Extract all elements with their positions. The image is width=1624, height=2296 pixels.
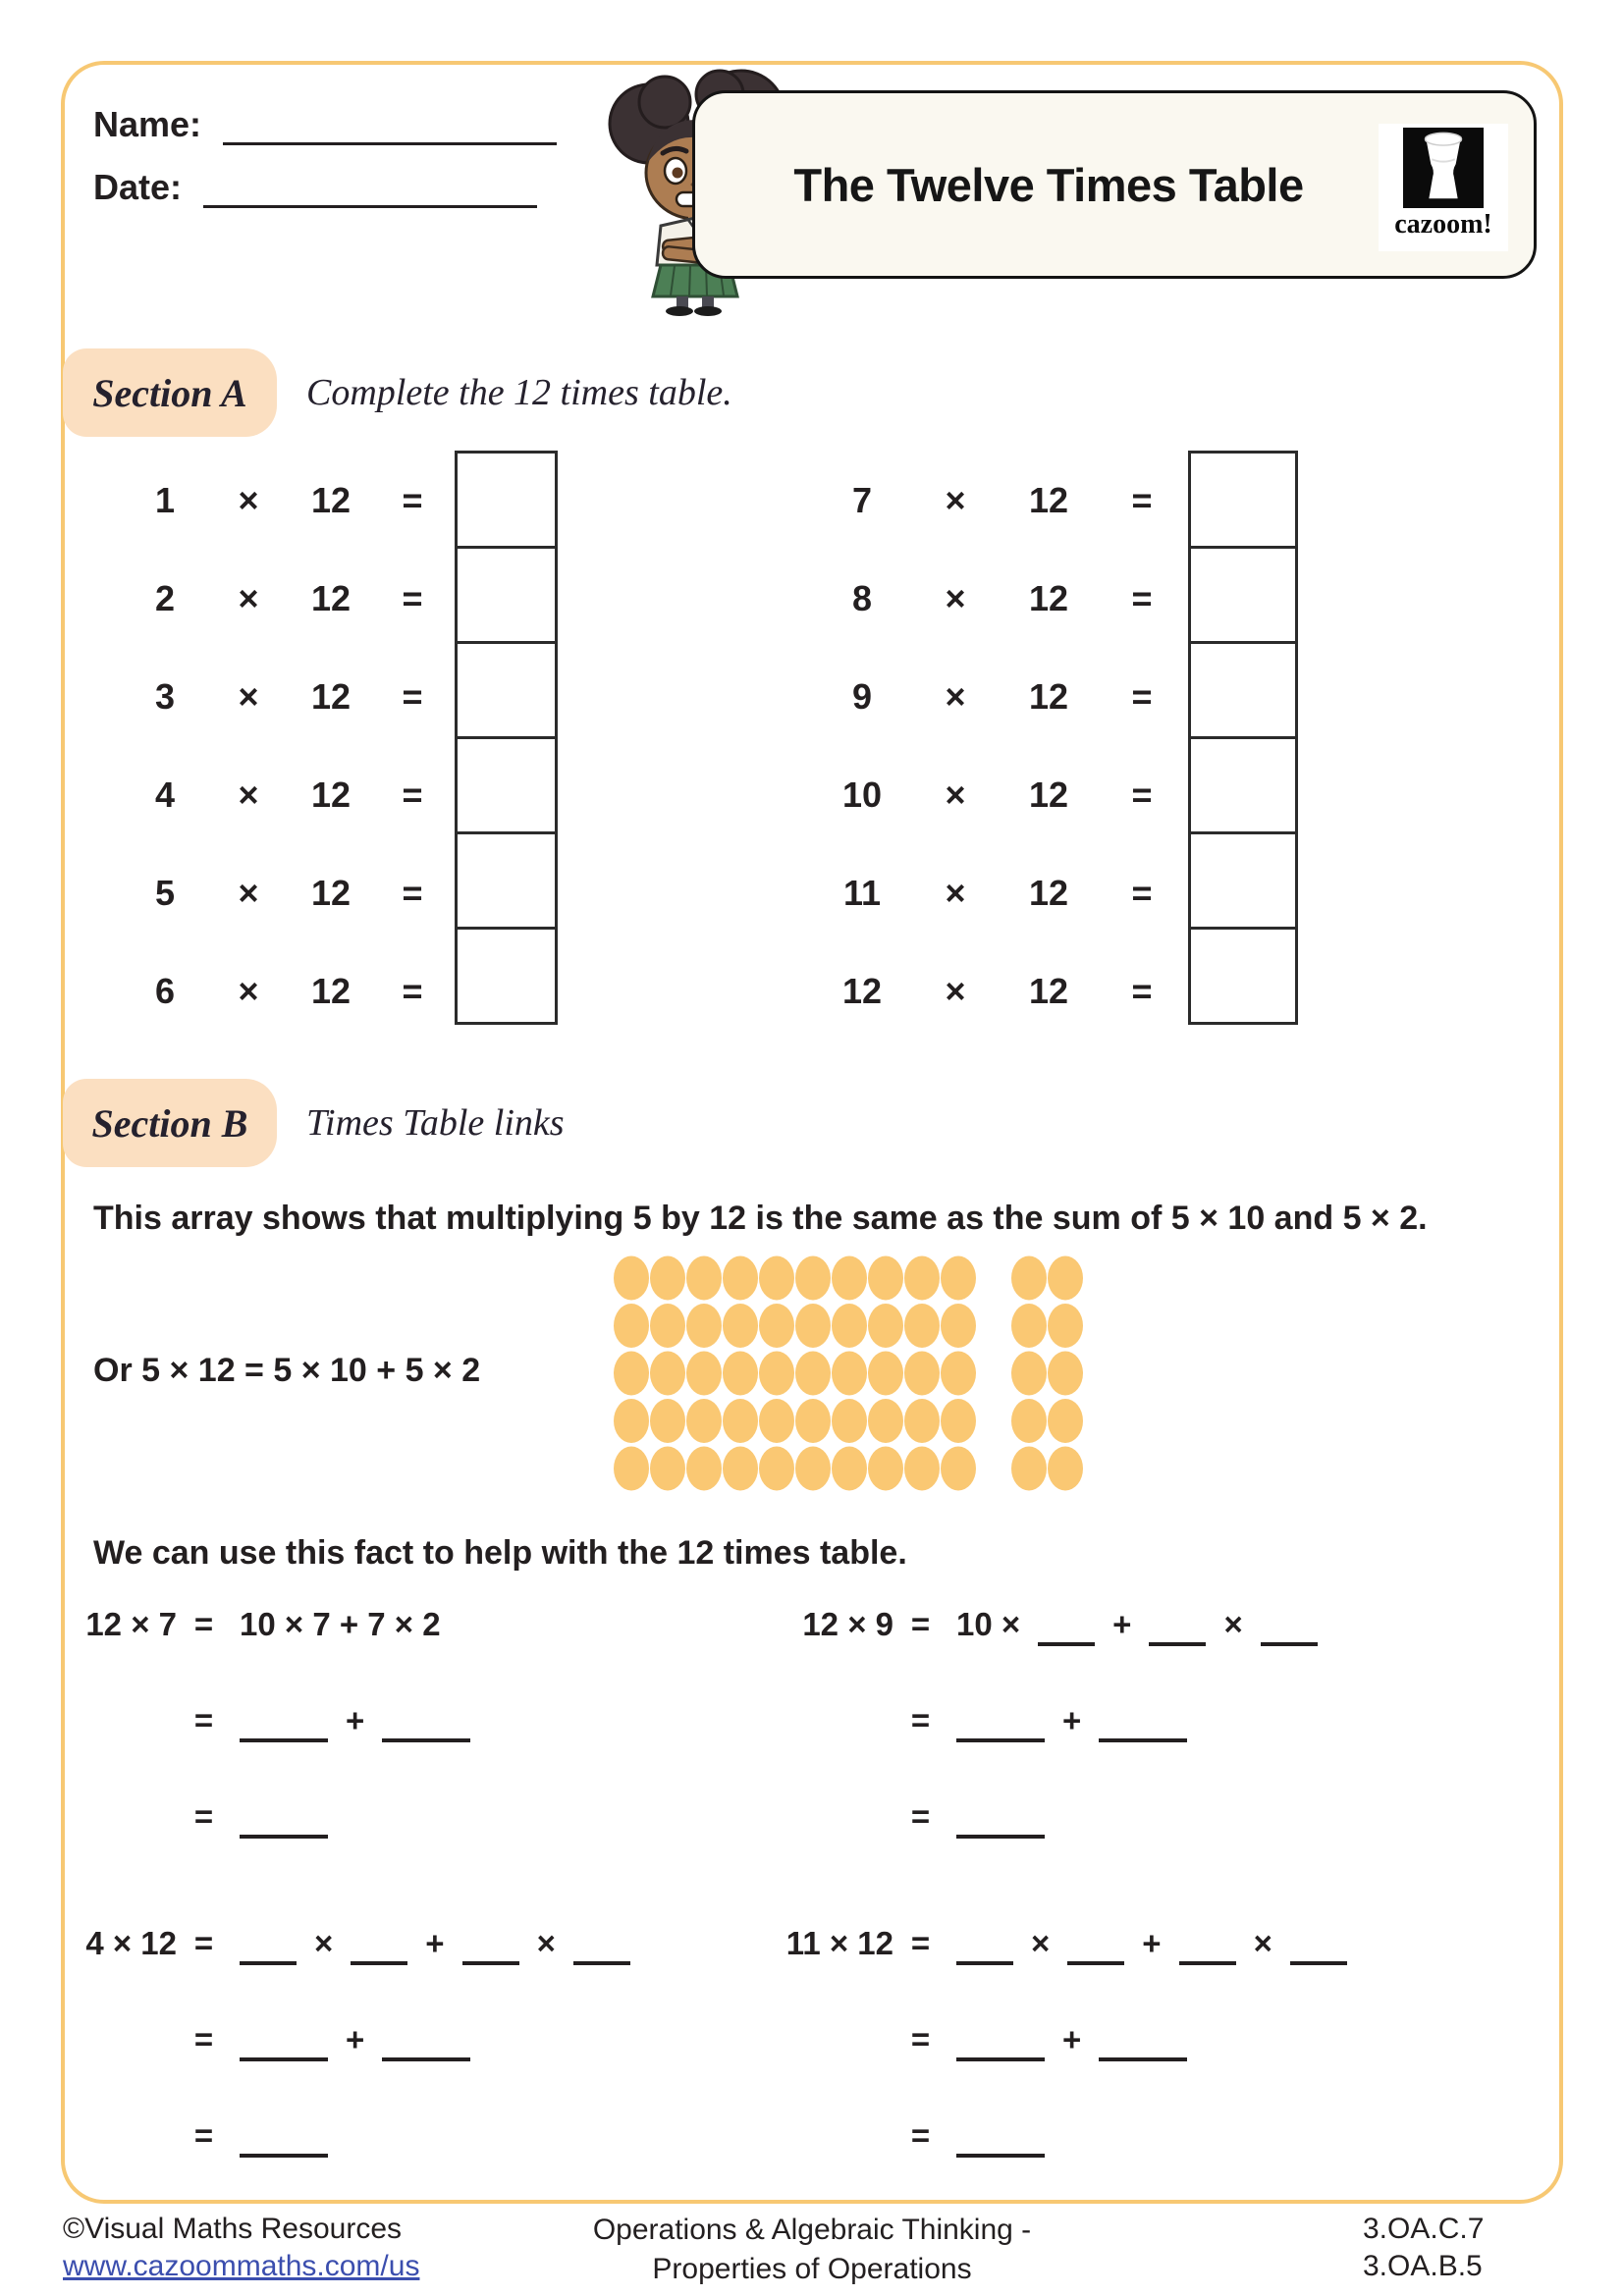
equation-rhs xyxy=(947,1606,1326,1643)
name-label: Name: xyxy=(93,104,202,144)
multiplication-row xyxy=(800,550,1173,648)
answer-blank[interactable] xyxy=(573,1938,630,1965)
multiply-sign: × xyxy=(945,774,966,815)
equation-line xyxy=(39,1923,766,1964)
array-dot xyxy=(795,1256,831,1301)
drum-icon xyxy=(1403,128,1484,208)
multiplicand: 2 xyxy=(154,578,176,618)
equals-sign: = xyxy=(1131,676,1153,717)
answer-box[interactable] xyxy=(1188,451,1298,549)
answer-blank[interactable] xyxy=(382,2034,470,2061)
copyright-text: ©Visual Maths Resources xyxy=(63,2213,403,2245)
equals-sign: = xyxy=(910,1606,931,1642)
array-dot xyxy=(868,1399,903,1443)
multiplication-row xyxy=(800,844,1173,942)
array-dot xyxy=(759,1447,794,1491)
array-dot xyxy=(832,1304,867,1348)
problem-block xyxy=(39,1604,766,1893)
equals-sign: = xyxy=(193,1606,214,1642)
multiply-sign: × xyxy=(238,971,259,1011)
date-line[interactable] xyxy=(203,169,537,208)
multiplicand: 3 xyxy=(154,676,176,717)
multiplier: 12 xyxy=(1028,774,1069,815)
equation-rhs xyxy=(231,2021,479,2058)
answer-blank[interactable] xyxy=(956,1811,1045,1839)
array-dot xyxy=(1011,1399,1047,1443)
problem-block xyxy=(39,1923,766,2212)
dot-array xyxy=(611,1255,1084,1494)
multiplier: 12 xyxy=(310,971,352,1011)
equation-line xyxy=(39,2115,766,2157)
equation-rhs xyxy=(947,1925,1356,1962)
or-equation-text: Or 5 × 12 = 5 × 10 + 5 × 2 xyxy=(93,1352,481,1389)
equation-line xyxy=(39,1796,766,1838)
array-dot xyxy=(1048,1447,1083,1491)
page-title: The Twelve Times Table xyxy=(793,158,1304,211)
multiplicand: 9 xyxy=(851,676,873,717)
multiplication-row xyxy=(103,550,433,648)
multiplicand: 6 xyxy=(154,971,176,1011)
multiply-sign: × xyxy=(238,873,259,913)
multiplier: 12 xyxy=(310,873,352,913)
array-dot xyxy=(868,1304,903,1348)
array-dot xyxy=(650,1399,685,1443)
answer-box[interactable] xyxy=(455,927,558,1025)
multiplier: 12 xyxy=(1028,971,1069,1011)
multiplier: 12 xyxy=(1028,676,1069,717)
answer-box[interactable] xyxy=(455,641,558,739)
answer-blank[interactable] xyxy=(351,1938,407,1965)
answer-blank[interactable] xyxy=(382,1715,470,1742)
array-dot xyxy=(650,1352,685,1396)
equals-sign: = xyxy=(910,2021,931,2057)
array-dot xyxy=(904,1256,940,1301)
equals-sign: = xyxy=(193,1798,214,1835)
equation-text: × xyxy=(1031,1925,1051,1961)
answer-box[interactable] xyxy=(1188,641,1298,739)
array-dot xyxy=(904,1399,940,1443)
times-table-left-column xyxy=(103,452,433,1041)
answer-box-column-left xyxy=(455,451,558,1025)
equation-text: + xyxy=(1112,1606,1132,1642)
array-dot xyxy=(614,1399,649,1443)
array-dot xyxy=(650,1304,685,1348)
multiplicand: 4 xyxy=(154,774,176,815)
array-dot xyxy=(832,1399,867,1443)
answer-box[interactable] xyxy=(1188,546,1298,644)
multiplier: 12 xyxy=(1028,480,1069,520)
array-dot xyxy=(723,1256,758,1301)
multiply-sign: × xyxy=(945,578,966,618)
multiplicand: 7 xyxy=(851,480,873,520)
answer-box[interactable] xyxy=(1188,831,1298,930)
answer-blank[interactable] xyxy=(1038,1619,1095,1646)
equation-rhs xyxy=(947,2122,1054,2150)
answer-blank[interactable] xyxy=(956,2034,1045,2061)
equation-line xyxy=(756,2019,1483,2060)
multiplier: 12 xyxy=(310,676,352,717)
equation-lhs: 12 × 7 xyxy=(85,1606,177,1642)
array-dot xyxy=(614,1256,649,1301)
section-a-instruction: Complete the 12 times table. xyxy=(306,372,732,413)
answer-blank[interactable] xyxy=(1179,1938,1236,1965)
equation-text: × xyxy=(536,1925,556,1961)
multiply-sign: × xyxy=(945,480,966,520)
answer-blank[interactable] xyxy=(240,2130,328,2158)
equals-sign: = xyxy=(910,1925,931,1961)
equation-text: × xyxy=(1253,1925,1272,1961)
multiplier: 12 xyxy=(1028,578,1069,618)
problem-block xyxy=(756,1604,1483,1893)
array-dot xyxy=(1011,1447,1047,1491)
cazoom-logo xyxy=(1379,124,1508,251)
answer-box[interactable] xyxy=(455,546,558,644)
equation-rhs xyxy=(947,1803,1054,1831)
answer-blank[interactable] xyxy=(1149,1619,1206,1646)
equation-rhs xyxy=(231,1606,450,1643)
array-dot xyxy=(723,1447,758,1491)
footer-copyright-block xyxy=(63,2211,419,2285)
equals-sign: = xyxy=(193,2021,214,2057)
answer-blank[interactable] xyxy=(956,1715,1045,1742)
equals-sign: = xyxy=(1131,578,1153,618)
equals-sign: = xyxy=(402,480,423,520)
multiplication-row xyxy=(103,648,433,746)
array-dot xyxy=(868,1352,903,1396)
equation-text: × xyxy=(1223,1606,1243,1642)
array-dot xyxy=(1011,1304,1047,1348)
multiplier: 12 xyxy=(310,578,352,618)
answer-blank[interactable] xyxy=(1067,1938,1124,1965)
equals-sign: = xyxy=(402,774,423,815)
equals-sign: = xyxy=(910,2117,931,2154)
section-b-label: Section B xyxy=(63,1079,277,1167)
multiply-sign: × xyxy=(945,676,966,717)
name-line[interactable] xyxy=(223,106,557,145)
standard-code-2: 3.OA.B.5 xyxy=(1363,2250,1483,2282)
array-dot xyxy=(650,1256,685,1301)
answer-blank[interactable] xyxy=(1099,1715,1187,1742)
topic-line-2: Properties of Operations xyxy=(652,2253,972,2285)
multiplier: 12 xyxy=(310,480,352,520)
answer-box[interactable] xyxy=(1188,736,1298,834)
array-dot xyxy=(686,1399,722,1443)
multiplicand: 11 xyxy=(842,873,882,913)
multiplication-row xyxy=(103,844,433,942)
array-dot xyxy=(868,1447,903,1491)
equation-text: 10 × xyxy=(956,1606,1021,1642)
equals-sign: = xyxy=(402,676,423,717)
array-dot xyxy=(686,1256,722,1301)
equation-line xyxy=(756,1604,1483,1645)
array-dot xyxy=(904,1352,940,1396)
equation-rhs xyxy=(231,1702,479,1739)
answer-blank[interactable] xyxy=(462,1938,519,1965)
array-dot xyxy=(1048,1256,1083,1301)
footer-topic-block xyxy=(459,2211,1165,2289)
answer-box-column-right xyxy=(1188,451,1298,1025)
array-dot xyxy=(723,1399,758,1443)
array-dot xyxy=(1048,1352,1083,1396)
equals-sign: = xyxy=(910,1798,931,1835)
array-dot xyxy=(941,1352,976,1396)
array-dot xyxy=(759,1304,794,1348)
equation-text: + xyxy=(1062,1702,1082,1738)
equation-text: 10 × 7 + 7 × 2 xyxy=(240,1606,441,1642)
array-dot xyxy=(1011,1352,1047,1396)
array-dot xyxy=(1011,1256,1047,1301)
multiply-sign: × xyxy=(238,578,259,618)
times-table-right-column xyxy=(800,452,1173,1041)
multiplication-row xyxy=(103,942,433,1041)
equals-sign: = xyxy=(193,1925,214,1961)
equation-text: × xyxy=(314,1925,334,1961)
section-b-instruction: Times Table links xyxy=(306,1102,565,1144)
equation-text: + xyxy=(425,1925,445,1961)
equation-text: + xyxy=(1142,1925,1162,1961)
array-dot xyxy=(941,1304,976,1348)
section-a-label: Section A xyxy=(63,348,277,437)
array-dot xyxy=(723,1352,758,1396)
multiplicand: 1 xyxy=(154,480,176,520)
multiplication-row xyxy=(800,452,1173,550)
equation-line xyxy=(756,1923,1483,1964)
array-dot xyxy=(795,1304,831,1348)
date-field xyxy=(93,167,537,208)
multiplication-row xyxy=(800,746,1173,844)
multiplicand: 12 xyxy=(841,971,883,1011)
multiply-sign: × xyxy=(238,480,259,520)
array-dot xyxy=(941,1399,976,1443)
equation-text: + xyxy=(346,2021,365,2057)
equals-sign: = xyxy=(1131,774,1153,815)
multiplicand: 5 xyxy=(154,873,176,913)
equation-rhs xyxy=(231,2122,337,2150)
array-dot xyxy=(614,1304,649,1348)
array-dot xyxy=(941,1256,976,1301)
equation-lhs: 11 × 12 xyxy=(785,1925,893,1961)
title-box xyxy=(692,90,1537,279)
array-dot xyxy=(759,1352,794,1396)
multiplication-row xyxy=(800,648,1173,746)
equation-line xyxy=(39,2019,766,2060)
multiplication-row xyxy=(103,746,433,844)
multiplier: 12 xyxy=(310,774,352,815)
footer-standards-block xyxy=(1363,2211,1484,2285)
equals-sign: = xyxy=(402,971,423,1011)
topic-line-1: Operations & Algebraic Thinking - xyxy=(592,2214,1032,2246)
array-dot xyxy=(832,1352,867,1396)
array-dot xyxy=(650,1447,685,1491)
equation-line xyxy=(756,2115,1483,2157)
array-dot xyxy=(759,1256,794,1301)
answer-blank[interactable] xyxy=(240,1811,328,1839)
array-dot xyxy=(686,1447,722,1491)
logo-text: cazoom! xyxy=(1394,209,1492,240)
equation-rhs xyxy=(231,1803,337,1831)
multiplicand: 10 xyxy=(841,774,883,815)
equation-line xyxy=(756,1796,1483,1838)
multiplier: 12 xyxy=(1028,873,1069,913)
answer-blank[interactable] xyxy=(240,1715,328,1742)
answer-blank[interactable] xyxy=(1261,1619,1318,1646)
answer-blank[interactable] xyxy=(1290,1938,1347,1965)
answer-blank[interactable] xyxy=(956,1938,1013,1965)
equals-sign: = xyxy=(1131,480,1153,520)
array-dot xyxy=(686,1352,722,1396)
multiply-sign: × xyxy=(238,774,259,815)
equation-lhs: 12 × 9 xyxy=(802,1606,893,1642)
equation-line xyxy=(39,1604,766,1645)
equation-text: + xyxy=(346,1702,365,1738)
multiplication-row xyxy=(800,942,1173,1041)
multiply-sign: × xyxy=(945,873,966,913)
equation-lhs: 4 × 12 xyxy=(85,1925,177,1961)
equals-sign: = xyxy=(193,2117,214,2154)
array-dot xyxy=(614,1447,649,1491)
array-dot xyxy=(795,1352,831,1396)
fact-helper-text: We can use this fact to help with the 12 times table. xyxy=(93,1534,907,1572)
answer-box[interactable] xyxy=(1188,927,1298,1025)
array-dot xyxy=(1048,1399,1083,1443)
array-dot xyxy=(941,1447,976,1491)
equals-sign: = xyxy=(1131,971,1153,1011)
array-dot xyxy=(868,1256,903,1301)
array-dot xyxy=(795,1447,831,1491)
array-dot xyxy=(614,1352,649,1396)
answer-box[interactable] xyxy=(455,736,558,834)
equation-rhs xyxy=(947,2021,1196,2058)
multiplicand: 8 xyxy=(851,578,873,618)
multiplication-row xyxy=(103,452,433,550)
standard-code-1: 3.OA.C.7 xyxy=(1363,2213,1485,2245)
equation-line xyxy=(39,1700,766,1741)
answer-box[interactable] xyxy=(455,831,558,930)
multiply-sign: × xyxy=(238,676,259,717)
answer-blank[interactable] xyxy=(240,2034,328,2061)
equals-sign: = xyxy=(402,578,423,618)
array-dot xyxy=(795,1399,831,1443)
multiply-sign: × xyxy=(945,971,966,1011)
equation-rhs xyxy=(947,1702,1196,1739)
array-dot xyxy=(759,1399,794,1443)
equals-sign: = xyxy=(1131,873,1153,913)
equals-sign: = xyxy=(910,1702,931,1738)
equation-rhs xyxy=(231,1925,639,1962)
problem-block xyxy=(756,1923,1483,2212)
website-link[interactable]: www.cazoommaths.com/us xyxy=(63,2250,420,2282)
array-dot xyxy=(1048,1304,1083,1348)
array-dot xyxy=(832,1447,867,1491)
answer-box[interactable] xyxy=(455,451,558,549)
array-dot xyxy=(686,1304,722,1348)
name-field xyxy=(93,104,557,145)
array-dot xyxy=(904,1304,940,1348)
answer-blank[interactable] xyxy=(956,2130,1045,2158)
array-intro-text: This array shows that multiplying 5 by 12 is the same as the sum of 5 × 10 and 5 × 2. xyxy=(93,1200,1428,1237)
array-dot xyxy=(832,1256,867,1301)
answer-blank[interactable] xyxy=(1099,2034,1187,2061)
equation-text: + xyxy=(1062,2021,1082,2057)
equals-sign: = xyxy=(193,1702,214,1738)
equals-sign: = xyxy=(402,873,423,913)
date-label: Date: xyxy=(93,167,183,207)
equation-line xyxy=(756,1700,1483,1741)
array-dot xyxy=(723,1304,758,1348)
array-dot xyxy=(904,1447,940,1491)
answer-blank[interactable] xyxy=(240,1938,297,1965)
